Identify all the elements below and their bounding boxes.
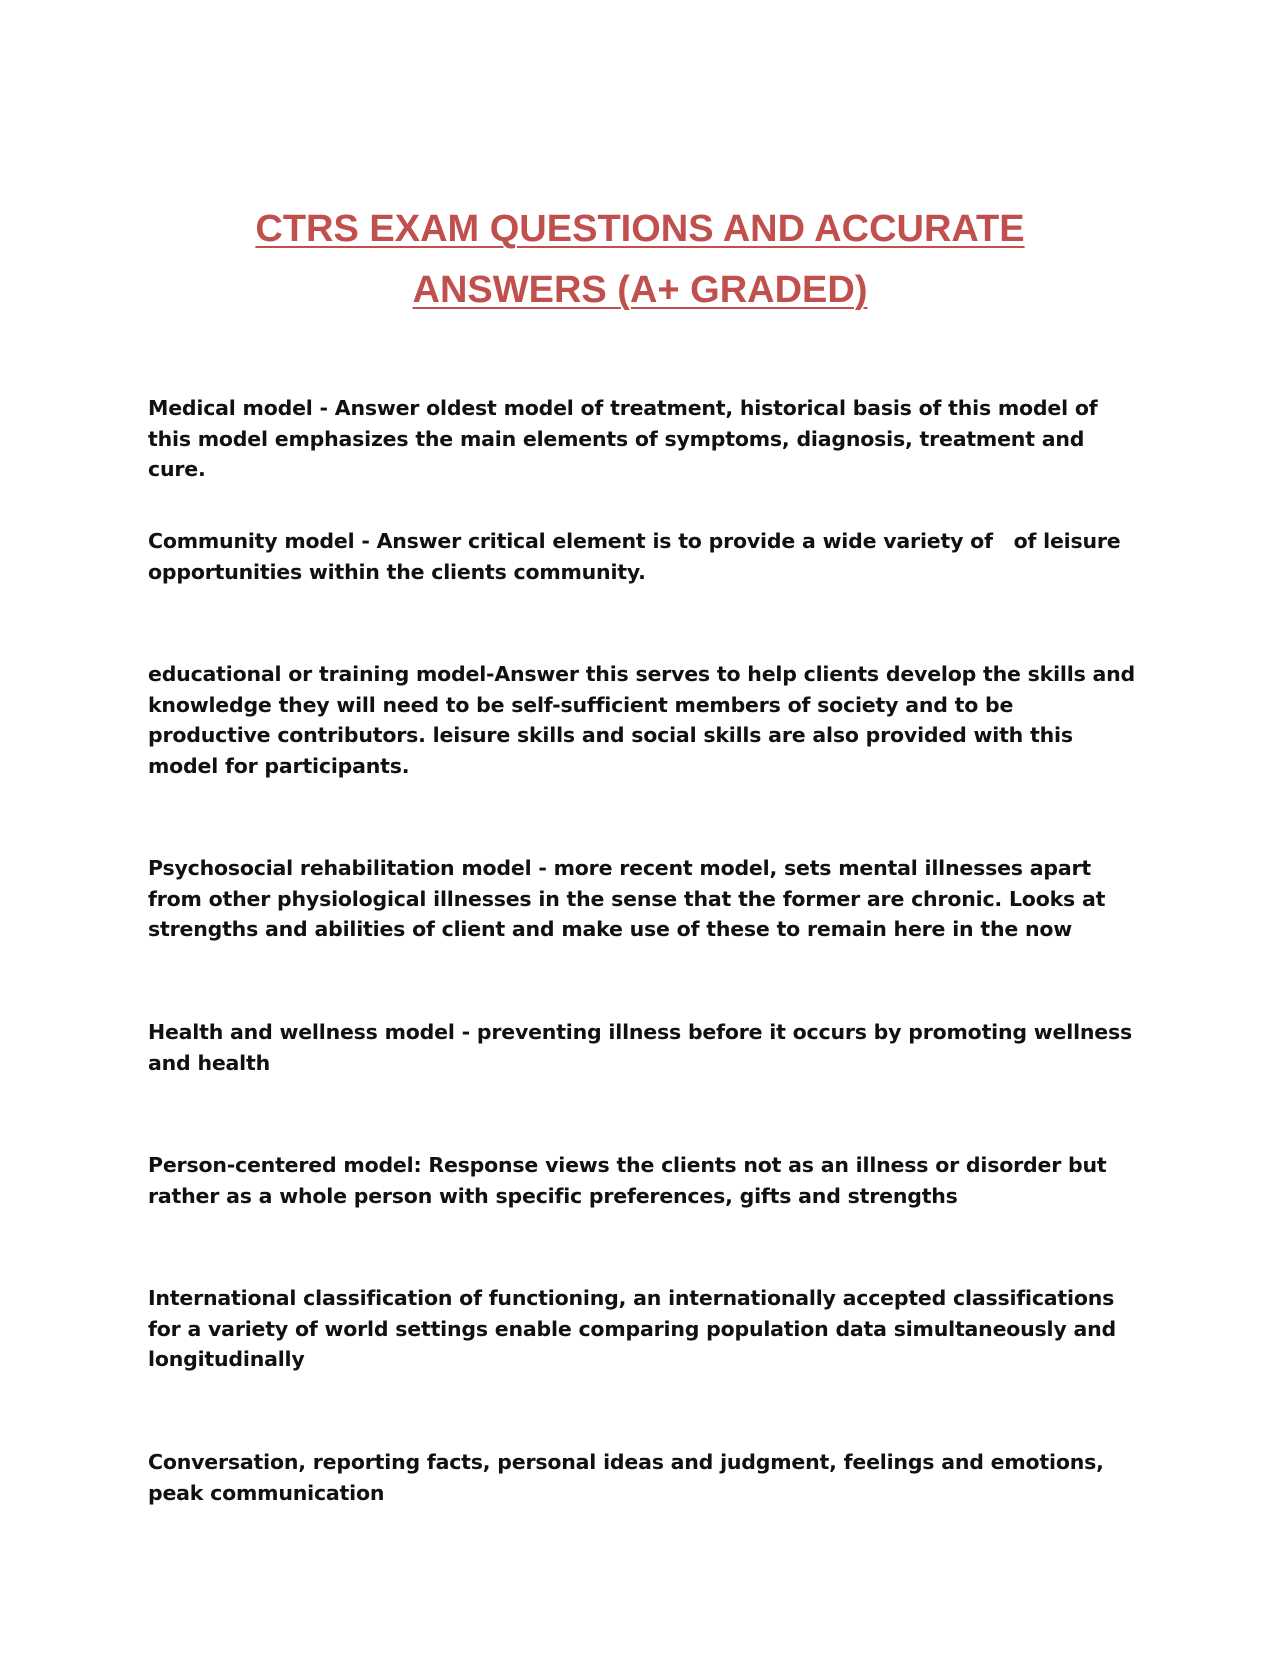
entry-psychosocial-model: Psychosocial rehabilitation model - more recent model, sets mental illnesses apart from other physiological illnesses in the sense that the former are chronic. Looks at strengths and abilities of client and make use of these to remain here in the now	[148, 856, 1113, 941]
entry-conversation-levels: Conversation, reporting facts, personal ideas and judgment, feelings and emotions, peak communication	[148, 1450, 1111, 1505]
entry-educational-model: educational or training model-Answer this serves to help clients develop the skills and knowledge they will need to be self-sufficient members of society and to be productive contributors. leisure skills and social skills are also provided with this model for participants.	[148, 662, 1142, 778]
entry-person-centered-model: Person-centered model: Response views the clients not as an illness or disorder but rather as a whole person with specific preferences, gifts and strengths	[148, 1153, 1114, 1208]
title-line-1: CTRS EXAM QUESTIONS AND ACCURATE	[255, 208, 1025, 250]
document-title	[0, 199, 1280, 321]
entry-international-classification: International classification of functioning, an internationally accepted classifications for a variety of world settings enable comparing population data simultaneously and longitudinally	[148, 1286, 1123, 1371]
entry-medical-model: Medical model - Answer oldest model of treatment, historical basis of this model of this model emphasizes the main elements of symptoms, diagnosis, treatment and cure.	[148, 396, 1105, 481]
title-line-2: ANSWERS (A+ GRADED)	[412, 269, 868, 311]
entry-health-wellness-model: Health and wellness model - preventing illness before it occurs by promoting wellness and health	[148, 1020, 1139, 1075]
entry-community-model: Community model - Answer critical element is to provide a wide variety of of leisure opportunities within the clients community.	[148, 529, 1128, 584]
